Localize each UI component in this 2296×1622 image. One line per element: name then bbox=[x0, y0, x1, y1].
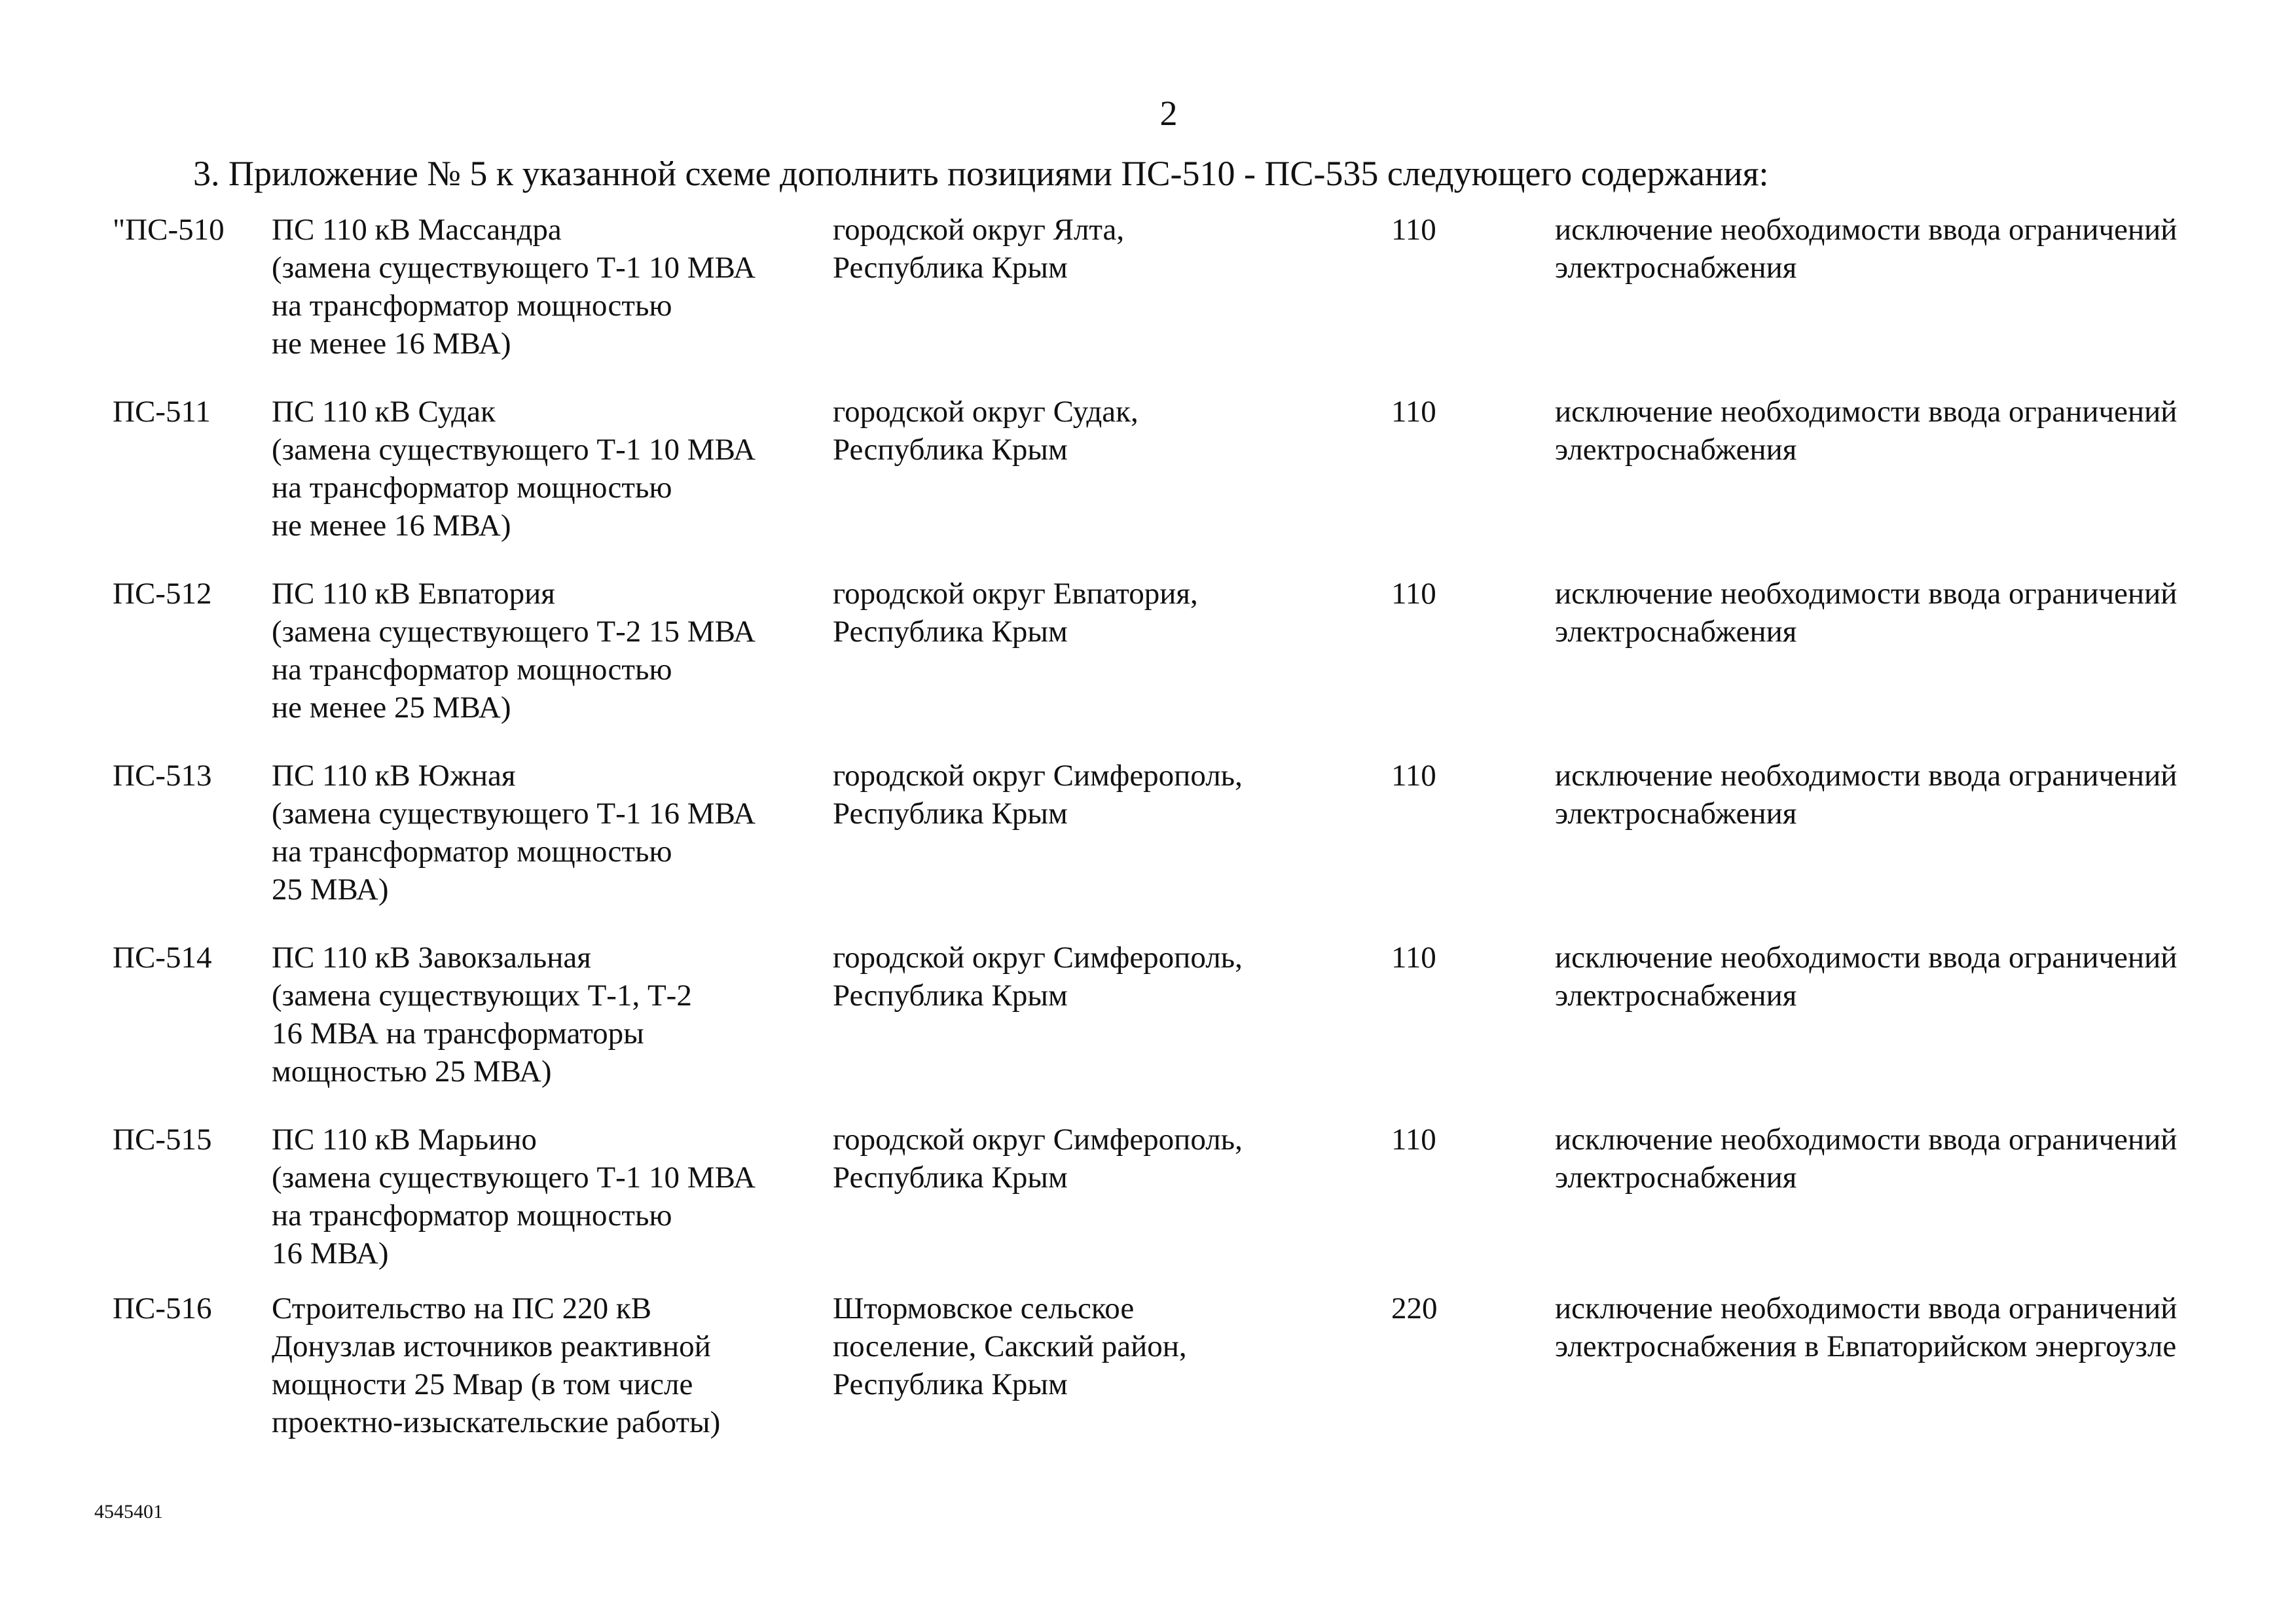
voltage-class: 110 bbox=[1391, 1123, 1436, 1157]
project-location: городской округ Ялта, Республика Крым bbox=[833, 213, 1125, 285]
voltage-class: 110 bbox=[1391, 213, 1436, 247]
voltage-class: 110 bbox=[1391, 759, 1436, 793]
project-description: Строительство на ПС 220 кВ Донузлав источников реактивной мощности 25 Мвар (в том числе проектно-изыскательские работы) bbox=[272, 1291, 721, 1439]
project-description: ПС 110 кВ Марьино (замена существующего Т-1 10 МВА на трансформатор мощностью 16 МВА) bbox=[272, 1123, 756, 1271]
position-code: ПС-514 bbox=[113, 941, 212, 975]
project-description: ПС 110 кВ Евпатория (замена существующего Т-2 15 МВА на трансформатор мощностью не менее 25 МВА) bbox=[272, 577, 756, 725]
position-code: ПС-511 bbox=[113, 395, 211, 429]
project-description: ПС 110 кВ Массандра (замена существующего Т-1 10 МВА на трансформатор мощностью не менее 16 МВА) bbox=[272, 213, 756, 361]
project-purpose: исключение необходимости ввода ограничений электроснабжения bbox=[1555, 941, 2178, 1013]
position-code: ПС-515 bbox=[113, 1123, 212, 1157]
voltage-class: 110 bbox=[1391, 941, 1436, 975]
project-description: ПС 110 кВ Судак (замена существующего Т-1 10 МВА на трансформатор мощностью не менее 16 МВА) bbox=[272, 395, 756, 543]
project-purpose: исключение необходимости ввода ограничений электроснабжения bbox=[1555, 395, 2178, 467]
position-code: ПС-512 bbox=[113, 577, 212, 611]
project-location: городской округ Симферополь, Республика Крым bbox=[833, 759, 1243, 831]
voltage-class: 110 bbox=[1391, 395, 1436, 429]
position-code: "ПС-510 bbox=[113, 213, 225, 247]
position-code: ПС-513 bbox=[113, 759, 212, 793]
project-description: ПС 110 кВ Южная (замена существующего Т-1 16 МВА на трансформатор мощностью 25 МВА) bbox=[272, 759, 756, 907]
document-id: 4545401 bbox=[94, 1501, 163, 1523]
project-purpose: исключение необходимости ввода ограничений электроснабжения bbox=[1555, 213, 2178, 285]
project-location: Штормовское сельское поселение, Сакский район, Республика Крым bbox=[833, 1291, 1187, 1401]
intro-paragraph: 3. Приложение № 5 к указанной схеме дополнить позициями ПС-510 - ПС-535 следующего содержания: bbox=[193, 154, 1769, 193]
project-location: городской округ Симферополь, Республика Крым bbox=[833, 941, 1243, 1013]
voltage-class: 110 bbox=[1391, 577, 1436, 611]
project-purpose: исключение необходимости ввода ограничений электроснабжения bbox=[1555, 1123, 2178, 1195]
page-number: 2 bbox=[1159, 94, 1178, 133]
project-description: ПС 110 кВ Завокзальная (замена существующих Т-1, Т-2 16 МВА на трансформаторы мощностью 25 МВА) bbox=[272, 941, 692, 1089]
position-code: ПС-516 bbox=[113, 1291, 212, 1325]
project-location: городской округ Симферополь, Республика Крым bbox=[833, 1123, 1243, 1195]
project-purpose: исключение необходимости ввода ограничений электроснабжения в Евпаторийском энергоузле bbox=[1555, 1291, 2178, 1363]
voltage-class: 220 bbox=[1391, 1291, 1438, 1325]
project-purpose: исключение необходимости ввода ограничений электроснабжения bbox=[1555, 577, 2178, 649]
project-location: городской округ Судак, Республика Крым bbox=[833, 395, 1139, 467]
project-location: городской округ Евпатория, Республика Крым bbox=[833, 577, 1198, 649]
project-purpose: исключение необходимости ввода ограничений электроснабжения bbox=[1555, 759, 2178, 831]
